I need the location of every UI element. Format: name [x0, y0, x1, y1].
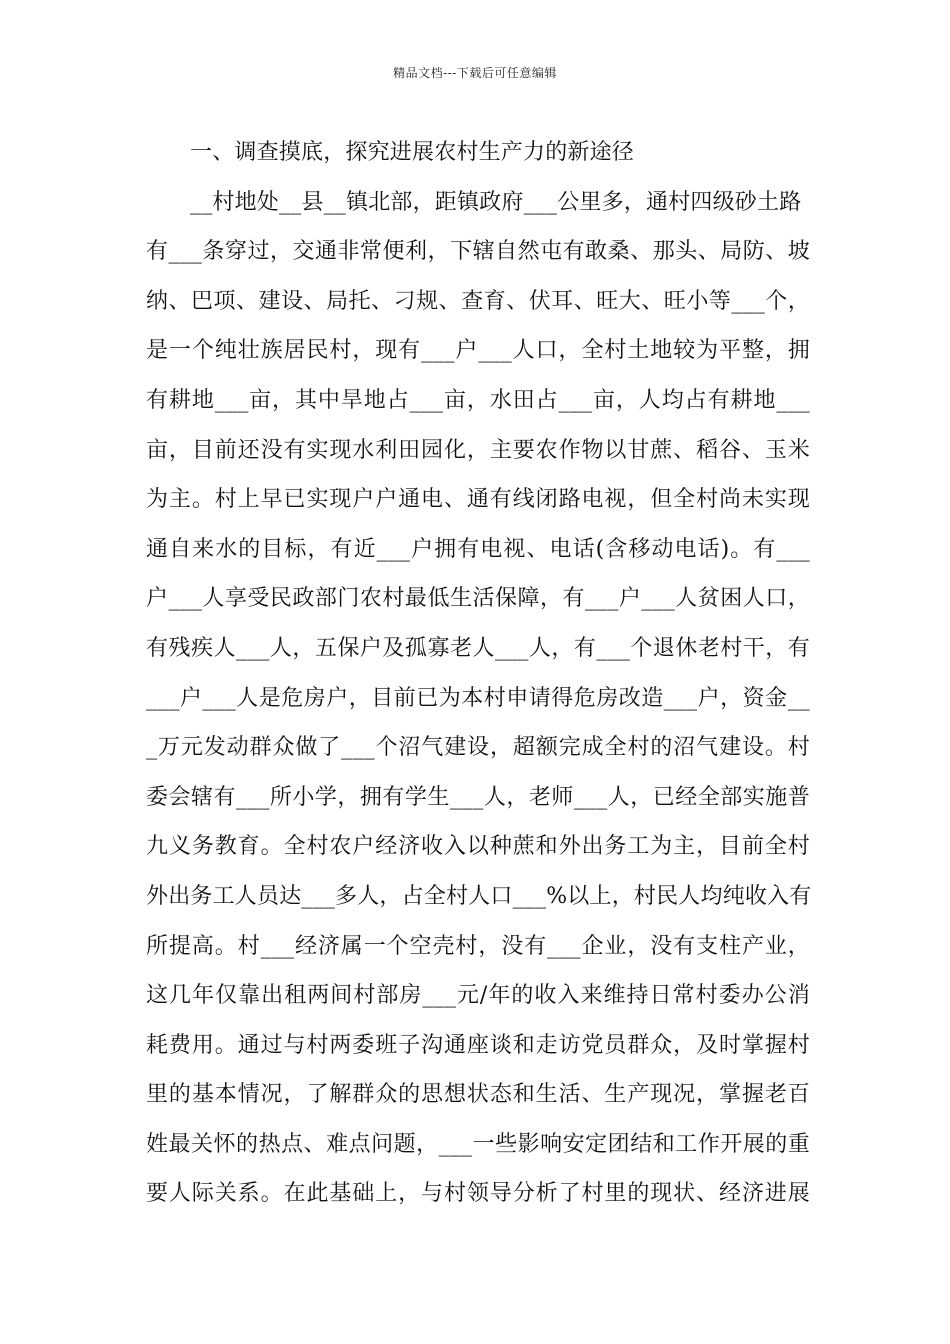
paragraph-line: __村地处__县__镇北部，距镇政府___公里多，通村四级砂土路 — [190, 189, 802, 215]
paragraph-line: 姓最关怀的热点、难点问题，___一些影响安定团结和工作开展的重 — [146, 1131, 810, 1157]
paragraph-line: 有耕地___亩，其中旱地占___亩，水田占___亩，人均占有耕地___ — [146, 387, 810, 413]
paragraph-line: 亩，目前还没有实现水利田园化，主要农作物以甘蔗、稻谷、玉米 — [146, 437, 810, 463]
paragraph-line: 里的基本情况，了解群众的思想状态和生活、生产现况，掌握老百 — [146, 1082, 810, 1108]
paragraph-line: ___户___人是危房户，目前已为本村申请得危房改造___户，资金__ — [146, 685, 810, 711]
paragraph-line: 有___条穿过，交通非常便利，下辖自然屯有敢桑、那头、局防、坡 — [146, 239, 810, 265]
paragraph-line: 耗费用。通过与村两委班子沟通座谈和走访党员群众，及时掌握村 — [146, 1032, 810, 1058]
paragraph-line: 所提高。村___经济属一个空壳村，没有___企业，没有支柱产业， — [146, 933, 810, 959]
paragraph-line: 要人际关系。在此基础上，与村领导分析了村里的现状、经济进展 — [146, 1181, 810, 1207]
document-body — [146, 128, 810, 1219]
paragraph-line: 这几年仅靠出租两间村部房___元/年的收入来维持日常村委办公消 — [146, 983, 810, 1009]
paragraph-line: 纳、巴项、建设、局托、刁规、查育、伏耳、旺大、旺小等___个， — [146, 288, 810, 314]
paragraph-line: 通自来水的目标，有近___户拥有电视、电话(含移动电话)。有___ — [146, 536, 810, 562]
paragraph-line: 有残疾人___人，五保户及孤寡老人___人，有___个退休老村干，有 — [146, 635, 810, 661]
paragraph-line: _万元发动群众做了___个沼气建设，超额完成全村的沼气建设。村 — [146, 735, 810, 761]
page-header: 精品文档---下载后可任意编辑 — [393, 66, 557, 80]
paragraph-line: 委会辖有___所小学，拥有学生___人，老师___人，已经全部实施普 — [146, 784, 810, 810]
paragraph-line: 是一个纯壮族居民村，现有___户___人口，全村土地较为平整，拥 — [146, 338, 810, 364]
paragraph-line: 为主。村上早已实现户户通电、通有线闭路电视，但全村尚未实现 — [146, 487, 810, 513]
section-heading: 一、调查摸底，探究进展农村生产力的新途径 — [190, 140, 635, 165]
paragraph-line: 外出务工人员达___多人，占全村人口___%以上，村民人均纯收入有 — [146, 883, 812, 909]
paragraph-line: 九义务教育。全村农户经济收入以种蔗和外出务工为主，目前全村 — [146, 834, 810, 860]
paragraph-line: 户___人享受民政部门农村最低生活保障，有___户___人贫困人口， — [146, 586, 810, 612]
